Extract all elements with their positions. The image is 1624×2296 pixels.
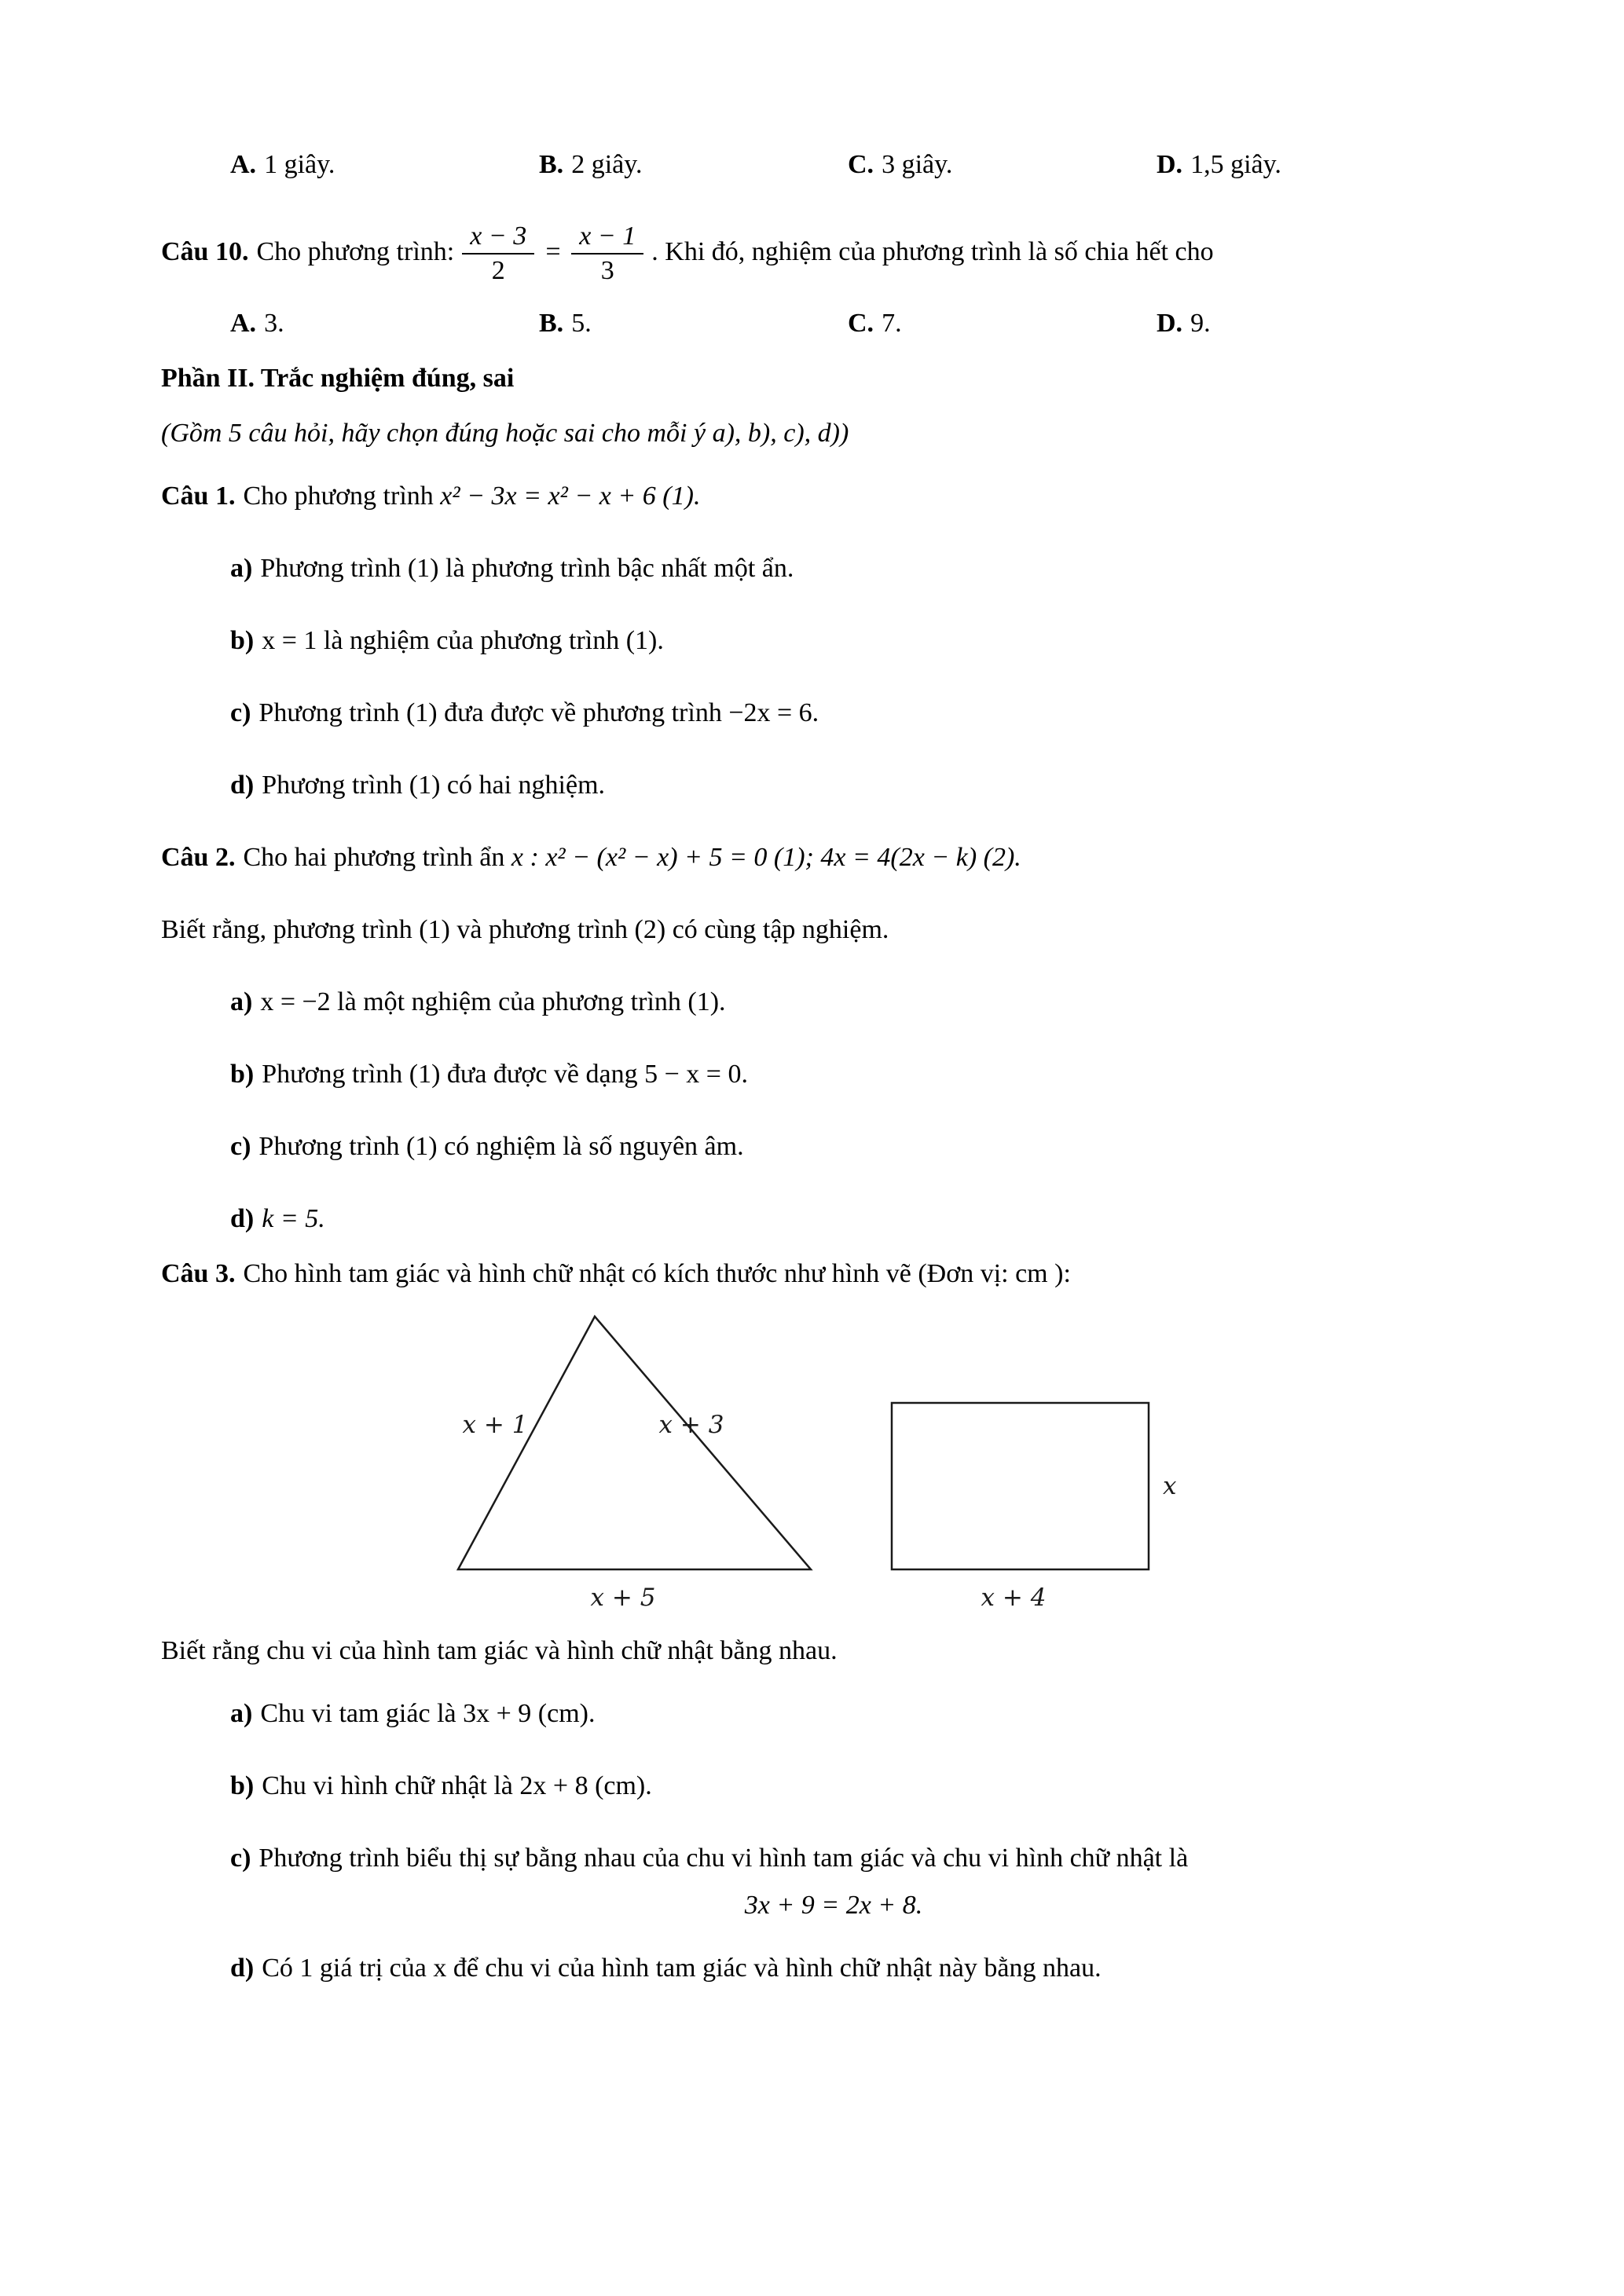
item-text: Phương trình biểu thị sự bằng nhau của chu vi hình tam giác và chu vi hình chữ nhật là — [258, 1844, 1189, 1873]
rectangle-height-label: x — [1163, 1472, 1177, 1500]
fraction-right — [571, 222, 643, 286]
question3-note: Biết rằng chu vi của hình tam giác và hình chữ nhật bằng nhau. — [161, 1636, 838, 1665]
item-text: x = −2 là một nghiệm của phương trình (1). — [260, 987, 726, 1016]
question2-label: Câu 2. — [161, 843, 236, 872]
question3-statement — [161, 1258, 1506, 1290]
option-text: 2 giây. — [571, 150, 643, 179]
question1-item-b — [161, 625, 1506, 657]
option-text: 3. — [264, 309, 284, 338]
q10-option-a — [230, 308, 539, 339]
question10-statement — [161, 222, 1506, 286]
option-label: C. — [848, 150, 874, 179]
question2-intro: Cho hai phương trình ẩn — [243, 843, 505, 872]
question3-item-b — [161, 1771, 1506, 1802]
question10-intro: Cho phương trình: — [256, 236, 455, 266]
question3-label: Câu 3. — [161, 1259, 236, 1288]
question9-options-row — [161, 149, 1506, 181]
question2-item-a — [161, 987, 1506, 1018]
question10-outro: . Khi đó, nghiệm của phương trình là số chia hết cho — [651, 236, 1214, 266]
question3-item-c-equation: 3x + 9 = 2x + 8. — [744, 1891, 923, 1920]
option-label: D. — [1157, 150, 1183, 179]
q9-option-b — [539, 149, 848, 181]
triangle-left-side-label: x + 1 — [462, 1411, 528, 1439]
q10-option-d — [1157, 308, 1211, 339]
item-label: b) — [230, 1060, 255, 1089]
item-text: Phương trình (1) đưa được về phương trình −2x = 6. — [258, 698, 819, 727]
triangle-right-side-label: x + 3 — [658, 1411, 724, 1439]
fraction-right-numerator: x − 1 — [571, 222, 643, 255]
q10-option-c — [848, 308, 1157, 339]
item-label: a) — [230, 554, 253, 583]
question3-item-d — [161, 1953, 1506, 1984]
option-text: 7. — [882, 309, 902, 338]
item-text: Chu vi tam giác là 3x + 9 (cm). — [260, 1699, 596, 1728]
question3-figure — [428, 1309, 1506, 1623]
question10-options-row — [161, 308, 1506, 339]
equals-sign: = — [544, 236, 563, 266]
q9-option-a — [230, 149, 539, 181]
part2-note: (Gồm 5 câu hỏi, hãy chọn đúng hoặc sai cho mỗi ý a), b), c), d)) — [161, 419, 849, 448]
option-label: B. — [539, 150, 564, 179]
option-text: 1 giây. — [264, 150, 335, 179]
question1-equation: x² − 3x = x² − x + 6 (1). — [440, 482, 701, 511]
option-text: 1,5 giây. — [1190, 150, 1281, 179]
question2-item-c — [161, 1131, 1506, 1163]
item-text: x = 1 là nghiệm của phương trình (1). — [262, 626, 664, 655]
option-label: D. — [1157, 309, 1183, 338]
item-label: c) — [230, 1132, 251, 1161]
fraction-right-denominator: 3 — [600, 256, 614, 285]
question2-note: Biết rằng, phương trình (1) và phương trình (2) có cùng tập nghiệm. — [161, 915, 889, 944]
question1-statement — [161, 481, 1506, 512]
question2-item-b — [161, 1059, 1506, 1090]
rectangle-shape — [892, 1403, 1149, 1569]
fraction-left-denominator: 2 — [491, 256, 505, 285]
option-label: A. — [230, 150, 257, 179]
question1-item-a — [161, 553, 1506, 584]
item-label: b) — [230, 626, 255, 655]
q9-option-c — [848, 149, 1157, 181]
item-text: k = 5. — [262, 1204, 325, 1233]
question2-statement — [161, 842, 1506, 873]
question3-intro: Cho hình tam giác và hình chữ nhật có kích thước như hình vẽ (Đơn vị: cm ): — [243, 1259, 1071, 1288]
item-label: c) — [230, 698, 251, 727]
question1-item-d — [161, 770, 1506, 801]
item-label: a) — [230, 987, 253, 1016]
part2-heading: Phần II. Trắc nghiệm đúng, sai — [161, 364, 515, 393]
option-text: 3 giây. — [882, 150, 953, 179]
question1-label: Câu 1. — [161, 482, 236, 511]
option-text: 9. — [1190, 309, 1211, 338]
question10-label: Câu 10. — [161, 236, 249, 266]
figure-canvas — [428, 1309, 1190, 1623]
question2-item-d — [161, 1203, 1506, 1235]
q10-option-b — [539, 308, 848, 339]
item-label: a) — [230, 1699, 253, 1728]
triangle-shape — [458, 1316, 811, 1569]
item-label: d) — [230, 1954, 255, 1983]
question3-item-a — [161, 1698, 1506, 1730]
option-text: 5. — [571, 309, 592, 338]
item-label: c) — [230, 1844, 251, 1873]
rectangle-bottom-label: x + 4 — [981, 1584, 1047, 1612]
item-text: Có 1 giá trị của x để chu vi của hình tam giác và hình chữ nhật này bằng nhau. — [262, 1954, 1102, 1983]
option-label: A. — [230, 309, 257, 338]
question2-equation: x : x² − (x² − x) + 5 = 0 (1); 4x = 4(2x − k) (2). — [511, 843, 1021, 872]
item-label: d) — [230, 771, 255, 800]
item-text: Chu vi hình chữ nhật là 2x + 8 (cm). — [262, 1771, 652, 1800]
option-label: B. — [539, 309, 564, 338]
fraction-left-numerator: x − 3 — [462, 222, 534, 255]
item-label: b) — [230, 1771, 255, 1800]
item-label: d) — [230, 1204, 255, 1233]
item-text: Phương trình (1) đưa được về dạng 5 − x = 0. — [262, 1060, 748, 1089]
item-text: Phương trình (1) có hai nghiệm. — [262, 771, 606, 800]
item-text: Phương trình (1) có nghiệm là số nguyên âm. — [258, 1132, 744, 1161]
option-label: C. — [848, 309, 874, 338]
q9-option-d — [1157, 149, 1281, 181]
fraction-left — [462, 222, 534, 286]
item-text: Phương trình (1) là phương trình bậc nhất một ẩn. — [260, 554, 794, 583]
question1-item-c — [161, 698, 1506, 729]
question3-item-c — [161, 1843, 1506, 1874]
question1-intro: Cho phương trình — [243, 482, 434, 511]
triangle-bottom-side-label: x + 5 — [590, 1584, 656, 1612]
